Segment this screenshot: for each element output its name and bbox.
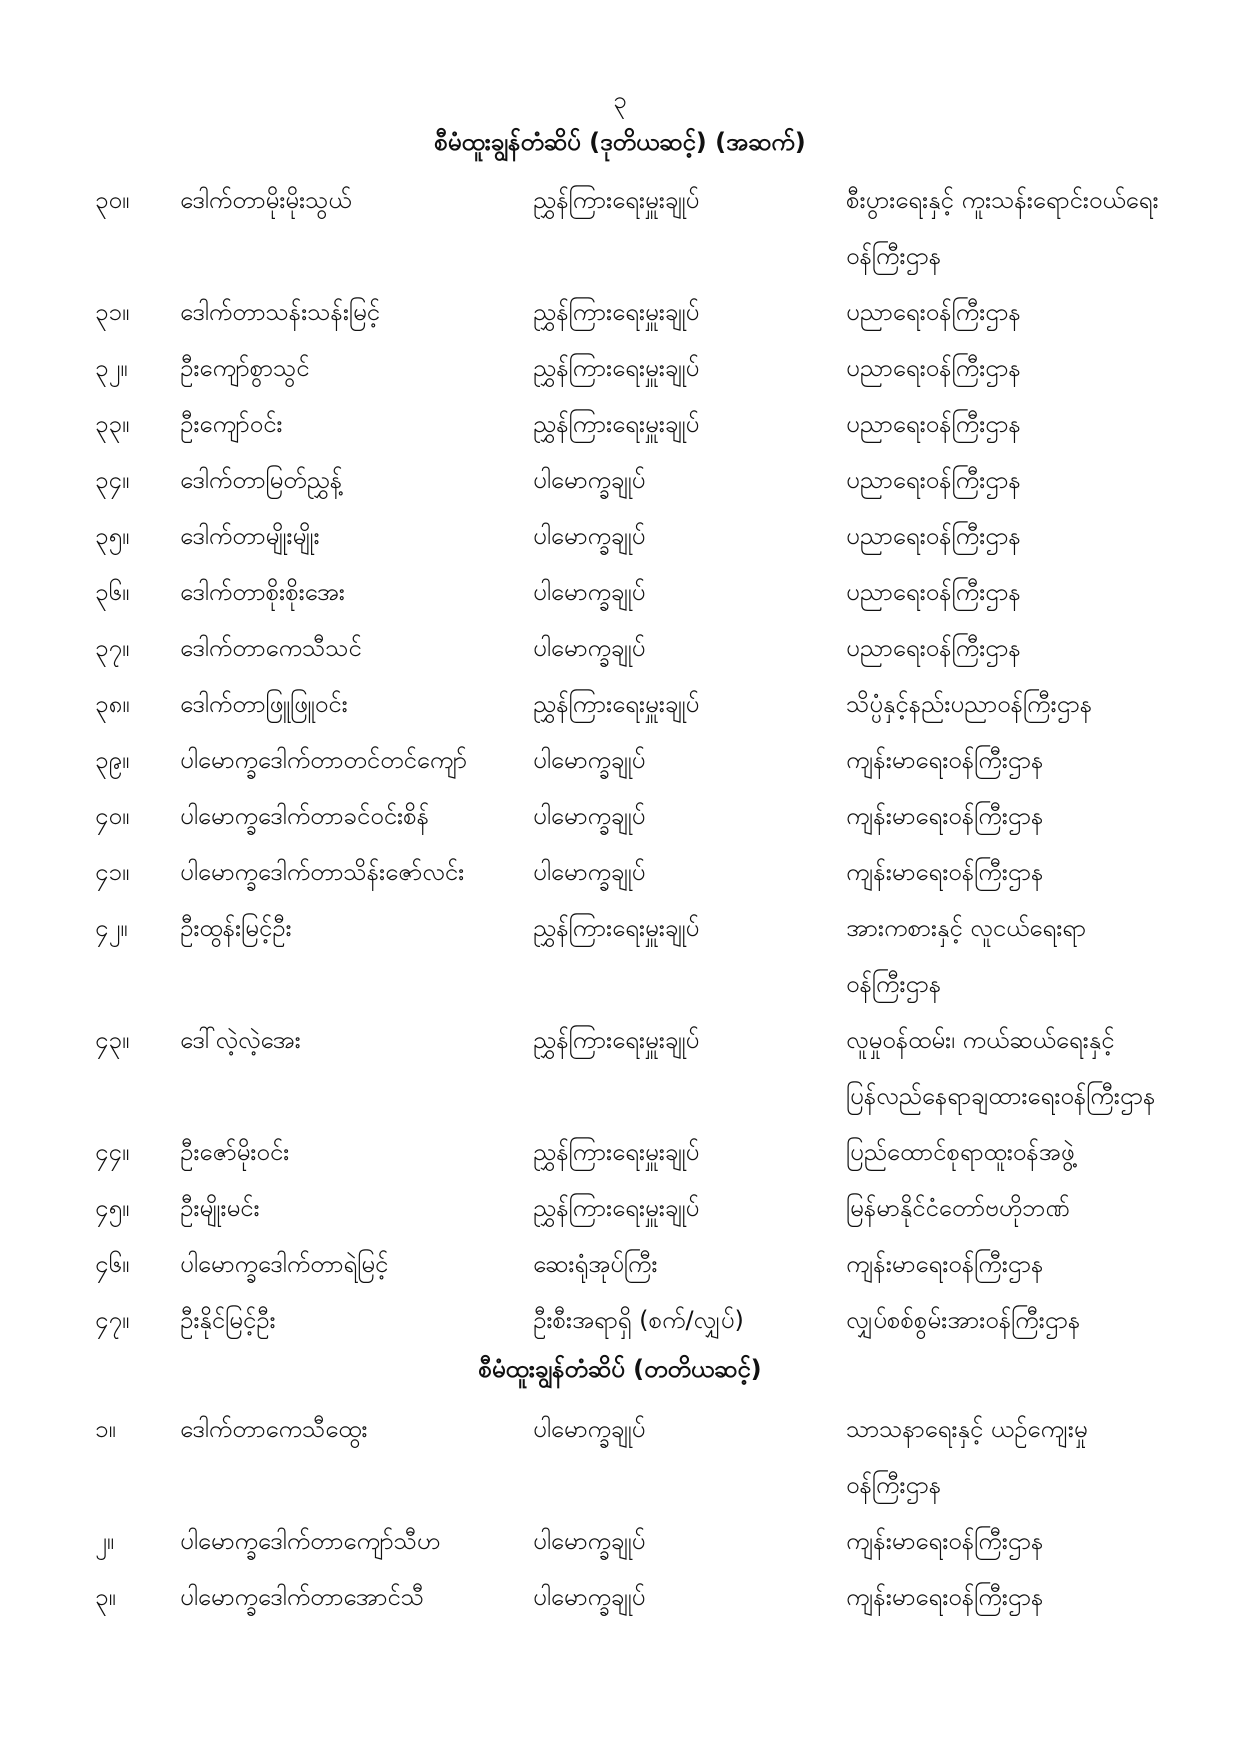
item-number: ၄၅။ — [95, 1194, 130, 1222]
item-number: ၂။ — [95, 1527, 115, 1555]
ministry-line: လူမှုဝန်ထမ်း၊ ကယ်ဆယ်ရေးနှင့် — [846, 1026, 1115, 1054]
recipient-name: ဦးနိုင်မြင့်ဦး — [180, 1306, 276, 1334]
recipient-name: ဒေါက်တာစိုးစိုးအေး — [180, 578, 345, 606]
recipient-ministry — [846, 1513, 1236, 1569]
recipient-ministry — [846, 1292, 1236, 1348]
item-number: ၄၄။ — [95, 1138, 130, 1166]
item-number: ၃၄။ — [95, 466, 130, 494]
item-number: ၃၇။ — [95, 634, 130, 662]
ministry-line: ကျန်းမာရေးဝန်ကြီးဌာန — [846, 1250, 1044, 1278]
item-number: ၃၆။ — [95, 578, 130, 606]
list-item — [0, 284, 1240, 340]
recipient-ministry — [846, 1180, 1236, 1236]
recipient-name: ဒေါက်တာကေသီသင် — [180, 634, 362, 662]
recipient-name: ပါမောက္ခဒေါက်တာအောင်သီ — [180, 1583, 424, 1611]
ministry-line: ပညာရေးဝန်ကြီးဌာန — [846, 634, 1021, 662]
list-item — [0, 564, 1240, 620]
recipient-position: ပါမောက္ခချုပ် — [533, 802, 646, 830]
recipient-ministry — [846, 676, 1236, 732]
recipient-name: ပါမောက္ခဒေါက်တာရဲမြင့် — [180, 1250, 389, 1278]
list-item — [0, 1236, 1240, 1292]
recipient-position: ညွှန်ကြားရေးမှူးချုပ် — [533, 914, 700, 942]
ministry-line: ပညာရေးဝန်ကြီးဌာန — [846, 354, 1021, 382]
item-number: ၃၂။ — [95, 354, 128, 382]
list-item — [0, 844, 1240, 900]
recipient-name: ပါမောက္ခဒေါက်တာတင်တင်ကျော် — [180, 746, 467, 774]
recipient-position: ညွှန်ကြားရေးမှူးချုပ် — [533, 354, 700, 382]
recipient-name: ဒေါက်တာမိုးမိုးသွယ် — [180, 186, 352, 214]
recipient-position: ညွှန်ကြားရေးမှူးချုပ် — [533, 186, 700, 214]
recipient-ministry — [846, 1124, 1236, 1180]
item-number: ၄၀။ — [95, 802, 130, 830]
recipient-name: ပါမောက္ခဒေါက်တာကျော်သီဟ — [180, 1527, 441, 1555]
recipient-position: ပါမောက္ခချုပ် — [533, 858, 646, 886]
recipient-position: ညွှန်ကြားရေးမှူးချုပ် — [533, 1194, 700, 1222]
ministry-line: ပညာရေးဝန်ကြီးဌာန — [846, 578, 1021, 606]
item-number: ၃၈။ — [95, 690, 130, 718]
ministry-line: စီးပွားရေးနှင့် ကူးသန်းရောင်းဝယ်ရေး — [846, 186, 1159, 214]
item-number: ၃၁။ — [95, 298, 130, 326]
item-number: ၄၂။ — [95, 914, 128, 942]
list-item — [0, 452, 1240, 508]
ministry-line: ကျန်းမာရေးဝန်ကြီးဌာန — [846, 858, 1044, 886]
ministry-line: ကျန်းမာရေးဝန်ကြီးဌာန — [846, 746, 1044, 774]
recipient-name: ဦးမျိုးမင်း — [180, 1194, 260, 1222]
list-item — [0, 1012, 1240, 1124]
list-item — [0, 508, 1240, 564]
recipient-ministry — [846, 1012, 1236, 1124]
recipient-position: ညွှန်ကြားရေးမှူးချုပ် — [533, 1138, 700, 1166]
ministry-line: သိပ္ပံနှင့်နည်းပညာဝန်ကြီးဌာန — [846, 690, 1093, 718]
item-number: ၁။ — [95, 1415, 116, 1443]
recipient-position: ဦးစီးအရာရှိ (စက်/လျှပ်) — [533, 1306, 744, 1334]
recipient-position: ညွှန်ကြားရေးမှူးချုပ် — [533, 1026, 700, 1054]
recipient-position: ပါမောက္ခချုပ် — [533, 746, 646, 774]
recipient-ministry — [846, 1569, 1236, 1625]
recipient-position: ပါမောက္ခချုပ် — [533, 1583, 646, 1611]
recipient-position: ဆေးရုံအုပ်ကြီး — [533, 1250, 658, 1278]
recipient-ministry — [846, 732, 1236, 788]
recipient-ministry — [846, 508, 1236, 564]
recipient-position: ပါမောက္ခချုပ် — [533, 634, 646, 662]
ministry-line: ပညာရေးဝန်ကြီးဌာန — [846, 410, 1021, 438]
recipient-position: ပါမောက္ခချုပ် — [533, 522, 646, 550]
list-item — [0, 1513, 1240, 1569]
list-item — [0, 396, 1240, 452]
item-number: ၄၁။ — [95, 858, 130, 886]
ministry-line: ကျန်းမာရေးဝန်ကြီးဌာန — [846, 1583, 1044, 1611]
recipient-position: ပါမောက္ခချုပ် — [533, 466, 646, 494]
list-item — [0, 732, 1240, 788]
ministry-line: လျှပ်စစ်စွမ်းအားဝန်ကြီးဌာန — [846, 1306, 1081, 1334]
recipient-name: ဒေါက်တာကေသီထွေး — [180, 1415, 368, 1443]
item-number: ၃၀။ — [95, 186, 130, 214]
recipient-ministry — [846, 564, 1236, 620]
recipient-name: ဒေါက်တာသန်းသန်းမြင့် — [180, 298, 380, 326]
ministry-line: ဝန်ကြီးဌာန — [846, 970, 942, 998]
recipient-ministry — [846, 620, 1236, 676]
recipient-name: ဦးထွန်းမြင့်ဦး — [180, 914, 292, 942]
ministry-line: ကျန်းမာရေးဝန်ကြီးဌာန — [846, 1527, 1044, 1555]
ministry-line: ကျန်းမာရေးဝန်ကြီးဌာန — [846, 802, 1044, 830]
ministry-line: ပညာရေးဝန်ကြီးဌာန — [846, 298, 1021, 326]
ministry-line: ဝန်ကြီးဌာန — [846, 1471, 942, 1499]
recipient-ministry — [846, 1236, 1236, 1292]
recipient-name: ဒေါက်တာမျိုးမျိုး — [180, 522, 320, 550]
ministry-line: ဝန်ကြီးဌာန — [846, 242, 942, 270]
recipient-ministry — [846, 788, 1236, 844]
item-number: ၄၆။ — [95, 1250, 130, 1278]
item-number: ၃၉။ — [95, 746, 130, 774]
recipient-name: ဒေါက်တာမြတ်ညွှန့် — [180, 466, 343, 494]
award-list — [0, 172, 1240, 1348]
ministry-line: ပညာရေးဝန်ကြီးဌာန — [846, 466, 1021, 494]
recipient-ministry — [846, 900, 1236, 1012]
recipient-name: ဦးဇော်မိုးဝင်း — [180, 1138, 290, 1166]
page-number: ၃ — [613, 86, 627, 114]
item-number: ၄၇။ — [95, 1306, 130, 1334]
recipient-ministry — [846, 340, 1236, 396]
section-heading: စီမံထူးချွန်တံဆိပ် (တတိယဆင့်) — [478, 1355, 762, 1383]
list-item — [0, 1292, 1240, 1348]
list-item — [0, 1569, 1240, 1625]
list-item — [0, 1124, 1240, 1180]
recipient-position: ပါမောက္ခချုပ် — [533, 578, 646, 606]
recipient-name: ပါမောက္ခဒေါက်တာခင်ဝင်းစိန် — [180, 802, 430, 830]
recipient-name: ဦးကျော်ဝင်း — [180, 410, 283, 438]
recipient-ministry — [846, 172, 1236, 284]
item-number: ၄၃။ — [95, 1026, 130, 1054]
ministry-line: သာသနာရေးနှင့် ယဉ်ကျေးမှု — [846, 1415, 1088, 1443]
recipient-position: ပါမောက္ခချုပ် — [533, 1527, 646, 1555]
section-heading: စီမံထူးချွန်တံဆိပ် (ဒုတိယဆင့်) (အဆက်) — [434, 128, 806, 156]
list-item — [0, 900, 1240, 1012]
award-list — [0, 1401, 1240, 1625]
recipient-name: ဒေါ်လဲ့လဲ့အေး — [180, 1026, 301, 1054]
recipient-position: ညွှန်ကြားရေးမှူးချုပ် — [533, 410, 700, 438]
item-number: ၃၅။ — [95, 522, 130, 550]
recipient-name: ဦးကျော်စွာသွင် — [180, 354, 310, 382]
ministry-line: မြန်မာနိုင်ငံတော်ဗဟိုဘဏ် — [846, 1194, 1070, 1222]
recipient-ministry — [846, 284, 1236, 340]
recipient-position: ညွှန်ကြားရေးမှူးချုပ် — [533, 690, 700, 718]
list-item — [0, 340, 1240, 396]
list-item — [0, 620, 1240, 676]
item-number: ၃၃။ — [95, 410, 130, 438]
recipient-ministry — [846, 452, 1236, 508]
recipient-name: ဒေါက်တာဖြူဖြူဝင်း — [180, 690, 348, 718]
ministry-line: အားကစားနှင့် လူငယ်ရေးရာ — [846, 914, 1086, 942]
ministry-line: ပြည်ထောင်စုရာထူးဝန်အဖွဲ့ — [846, 1138, 1075, 1166]
list-item — [0, 1180, 1240, 1236]
recipient-ministry — [846, 1401, 1236, 1513]
list-item — [0, 1401, 1240, 1513]
item-number: ၃။ — [95, 1583, 116, 1611]
recipient-name: ပါမောက္ခဒေါက်တာသိန်းဇော်လင်း — [180, 858, 465, 886]
list-item — [0, 172, 1240, 284]
recipient-position: ညွှန်ကြားရေးမှူးချုပ် — [533, 298, 700, 326]
ministry-line: ပြန်လည်နေရာချထားရေးဝန်ကြီးဌာန — [846, 1082, 1156, 1110]
recipient-ministry — [846, 396, 1236, 452]
recipient-ministry — [846, 844, 1236, 900]
ministry-line: ပညာရေးဝန်ကြီးဌာန — [846, 522, 1021, 550]
list-item — [0, 788, 1240, 844]
recipient-position: ပါမောက္ခချုပ် — [533, 1415, 646, 1443]
list-item — [0, 676, 1240, 732]
